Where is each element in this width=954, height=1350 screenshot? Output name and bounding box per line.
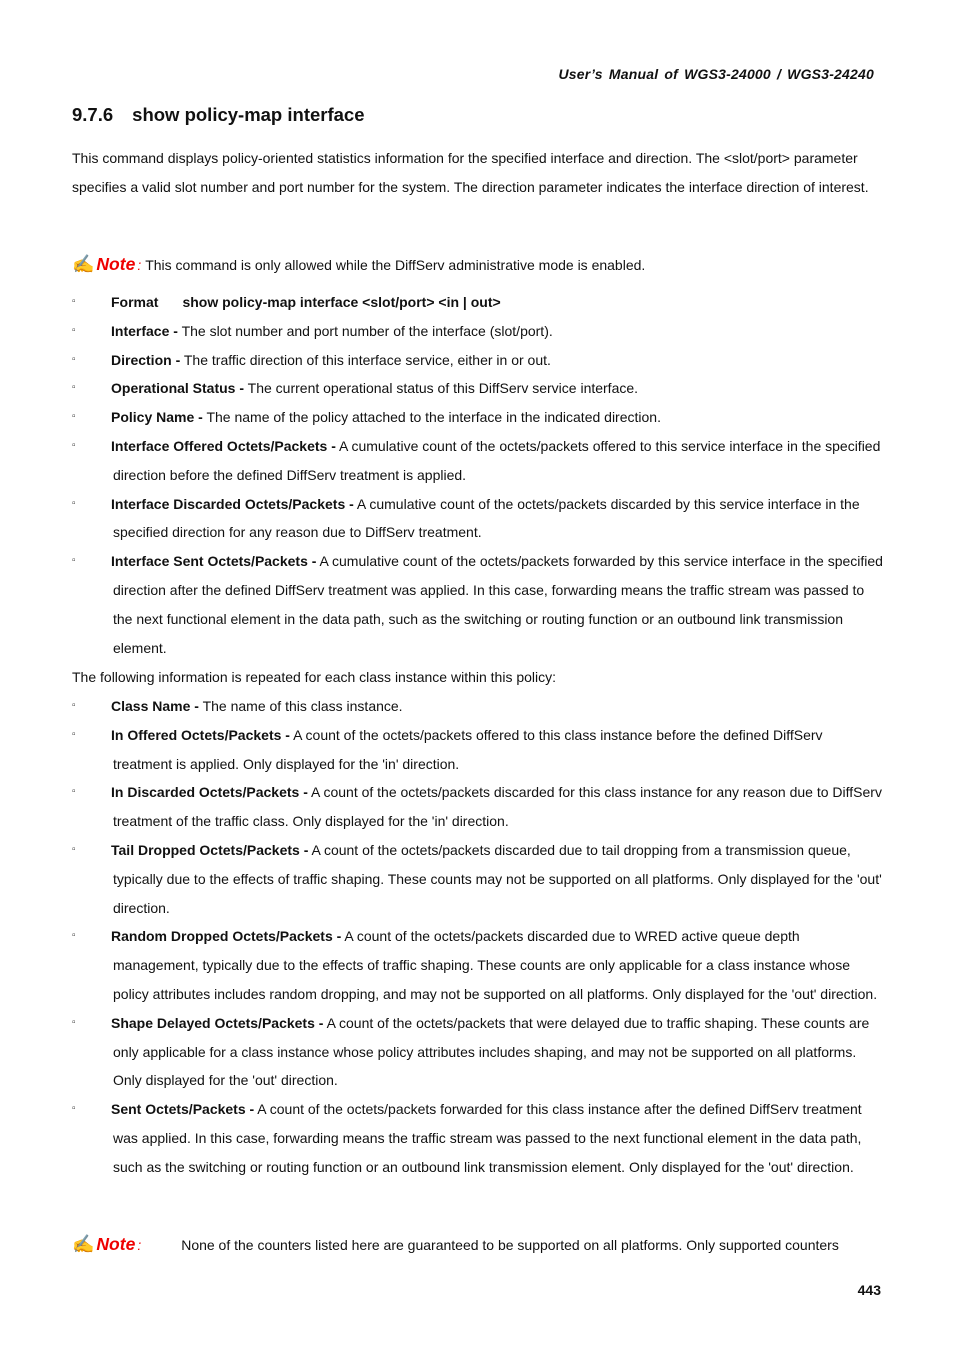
field-desc: The name of the policy attached to the interface in the indicated direction. (206, 409, 661, 426)
running-header: User’s Manual of WGS3-24000 / WGS3-24240 (558, 66, 874, 82)
note-colon: : (137, 257, 142, 273)
field-list (72, 288, 884, 662)
bullet-icon: ▫ (72, 439, 76, 451)
field-term: Interface Discarded Octets/Packets - (111, 495, 354, 512)
note-text: This command is only allowed while the DiffServ administrative mode is enabled. (145, 257, 646, 273)
field-desc: A count of the octets/packets discarded for this class instance for any reason due to DiffServ treatment of the traffic class. Only displayed for the 'in' direction. (113, 784, 882, 830)
bullet-icon: ▫ (72, 843, 76, 855)
field-term: In Discarded Octets/Packets - (111, 784, 308, 801)
bullet-icon: ▫ (72, 555, 76, 567)
bullet-icon: ▫ (72, 497, 76, 509)
field-term: Interface - (111, 322, 178, 339)
bullet-icon: ▫ (72, 353, 76, 365)
note-2 (72, 1230, 839, 1260)
field-desc: A cumulative count of the octets/packets discarded by this service interface in the specified direction for any reason due to DiffServ treatment. (113, 495, 860, 541)
bullet-icon: ▫ (72, 930, 76, 942)
note-text: None of the counters listed here are guaranteed to be supported on all platforms. Only supported counters (181, 1237, 839, 1253)
format-command: show policy-map interface <slot/port> <in | out> (182, 294, 501, 310)
bullet-icon: ▫ (72, 786, 76, 798)
bullet-icon: ▫ (72, 382, 76, 394)
class-field-item (72, 692, 884, 721)
bullet-icon: ▫ (72, 411, 76, 423)
section-title: show policy-map interface (132, 104, 365, 125)
note-label: Note (96, 1234, 136, 1254)
note-label: Note (96, 254, 136, 274)
bullet-icon: ▫ (72, 324, 76, 336)
field-term: Sent Octets/Packets - (111, 1101, 255, 1118)
bullet-icon: ▫ (72, 1103, 76, 1115)
field-desc: A count of the octets/packets discarded due to tail dropping from a transmission queue, typically due to the effects of traffic shaping. These counts may not be supported on all platforms. Only displayed for the 'out' direction. (113, 841, 882, 916)
field-item (72, 490, 884, 548)
pen-icon: ✍ (72, 254, 95, 274)
field-term: Policy Name - (111, 409, 203, 426)
field-item (72, 432, 884, 490)
page-number: 443 (857, 1282, 881, 1298)
class-field-list (72, 692, 884, 1182)
field-term: Class Name - (111, 698, 199, 714)
field-desc: A count of the octets/packets forwarded for this class instance after the defined DiffServ treatment was applied. In this case, forwarding means the traffic stream was passed to the next functional element in the data path, such as the switching or routing function or an outbound link transmission element. Only displayed for the 'out' direction. (113, 1101, 862, 1175)
section-heading (72, 104, 365, 126)
field-term: Interface Sent Octets/Packets - (111, 553, 317, 570)
field-desc: A count of the octets/packets discarded due to WRED active queue depth management, typically due to the effects of traffic shaping. These counts are only applicable for a class instance whose policy attributes includes random dropping, and may not be supported on all platforms. Only displayed for the 'out' direction. (113, 928, 878, 1002)
class-field-item (72, 1009, 884, 1095)
bullet-icon: ▫ (72, 1016, 76, 1028)
field-term: Random Dropped Octets/Packets - (111, 928, 342, 945)
field-item (72, 547, 884, 662)
field-desc: A count of the octets/packets that were delayed due to traffic shaping. These counts are only applicable for a class instance whose policy attributes includes shaping, and may not be supported on all platforms. Only displayed for the 'out' direction. (113, 1014, 870, 1089)
field-desc: A count of the octets/packets offered to this class instance before the defined DiffServ treatment is applied. Only displayed for the 'in' direction. (113, 726, 823, 772)
field-desc: The current operational status of this DiffServ service interface. (247, 380, 639, 397)
field-term: Operational Status - (111, 380, 245, 397)
bullet-icon: ▫ (72, 296, 76, 307)
field-term: In Offered Octets/Packets - (111, 726, 290, 743)
class-field-item (72, 922, 884, 1008)
field-term: Interface Offered Octets/Packets - (111, 437, 336, 454)
section-number: 9.7.6 (72, 104, 114, 125)
field-term: Tail Dropped Octets/Packets - (111, 841, 309, 858)
field-desc: The slot number and port number of the interface (slot/port). (181, 322, 553, 339)
field-item (72, 403, 884, 432)
class-field-item (72, 778, 884, 836)
field-desc: A cumulative count of the octets/packets forwarded by this service interface in the specified direction after the defined DiffServ treatment was applied. In this case, forwarding means the traffic stream was passed to the next functional element in the data path, such as the switching or routing function or an outbound link transmission element. (113, 553, 883, 656)
class-field-item (72, 721, 884, 779)
note-colon: : (137, 1237, 142, 1253)
field-desc: A cumulative count of the octets/packets offered to this service interface in the specified direction before the defined DiffServ treatment is applied. (113, 437, 881, 483)
note-1 (72, 250, 645, 280)
class-field-item (72, 836, 884, 922)
field-term: Shape Delayed Octets/Packets - (111, 1014, 324, 1031)
field-item (72, 317, 884, 346)
bullet-icon: ▫ (72, 700, 76, 711)
field-item (72, 346, 884, 375)
field-desc: The name of this class instance. (202, 698, 403, 714)
field-desc: The traffic direction of this interface service, either in or out. (183, 351, 551, 368)
bullet-icon: ▫ (72, 728, 76, 740)
format-label: Format (111, 294, 159, 310)
pen-icon: ✍ (72, 1234, 95, 1254)
field-item (72, 374, 884, 403)
field-term: Direction - (111, 351, 181, 368)
repeat-paragraph: The following information is repeated for each class instance within this policy: (72, 669, 557, 685)
format-item (72, 288, 884, 317)
class-field-item (72, 1095, 884, 1181)
intro-paragraph: This command displays policy-oriented statistics information for the specified interface and direction. The <slot/port> parameter specifies a valid slot number and port number for the system. The direction parameter indicates the interface direction of interest. (72, 150, 869, 195)
